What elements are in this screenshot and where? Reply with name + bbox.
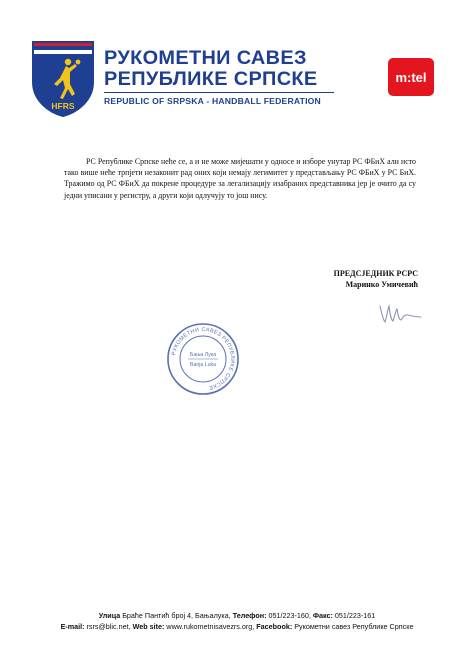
phone-label: Телефон: <box>232 611 267 620</box>
header-divider <box>104 92 334 93</box>
fax-value: 051/223-161 <box>334 611 376 620</box>
street-label: Улица <box>98 611 121 620</box>
svg-text:Бања Лука: Бања Лука <box>189 352 217 358</box>
letter-paragraph: РС Републике Српске неће се, а и не може мијешати у односе и изборе унутар РС ФБиХ али исто тако више неће трпјети незаконит рад оних који немају легимитет у представљању РС ФБиХ у РС БиХ. Тражимо од РС ФБиХ да покрене процедуре за легализацију изабраних представника јер је очито да су једни уписани у регистру, а други који одлучују то још нису. <box>64 157 416 200</box>
organization-name <box>104 48 318 90</box>
footer-online-line <box>0 621 474 632</box>
footer-address-line <box>0 610 474 621</box>
phone-value: 051/223-160, <box>268 611 311 620</box>
svg-text:HFRS: HFRS <box>51 101 75 111</box>
federation-logo <box>30 38 96 118</box>
facebook-label: Facebook: <box>256 622 293 631</box>
street-value: Браће Пантић број 4, Бањалука, <box>122 611 231 620</box>
svg-text:РУКОМЕТНИ САВЕЗ РЕПУБЛИКЕ СРПС: РУКОМЕТНИ САВЕЗ РЕПУБЛИКЕ СРПСКЕ <box>171 326 236 391</box>
organization-name-latin: REPUBLIC OF SRPSKA - HANDBALL FEDERATION <box>104 96 321 106</box>
svg-text:Banja Luka: Banja Luka <box>190 362 216 368</box>
fax-label: Факс: <box>312 611 333 620</box>
sponsor-logo: m:tel <box>388 58 434 96</box>
organization-name-line1: РУКОМЕТНИ САВЕЗ <box>104 48 307 69</box>
signatory-title: ПРЕДСЈЕДНИК РСРС <box>333 269 418 278</box>
facebook-link[interactable]: Рукометни савез Републике Српске <box>294 622 414 631</box>
letter-body <box>64 156 416 201</box>
signature-block <box>300 268 418 290</box>
official-stamp <box>166 322 240 396</box>
website-link[interactable]: www.rukometnisavezrs.org, <box>166 622 255 631</box>
signatory-name: Маринко Умичевић <box>345 280 418 289</box>
contact-footer <box>0 610 474 632</box>
organization-name-line2: РЕПУБЛИКЕ СРПСКЕ <box>104 69 318 90</box>
website-label: Web site: <box>132 622 165 631</box>
email-link[interactable]: rsrs@blic.net, <box>86 622 131 631</box>
handwritten-signature <box>376 300 424 328</box>
email-label: E-mail: <box>60 622 85 631</box>
